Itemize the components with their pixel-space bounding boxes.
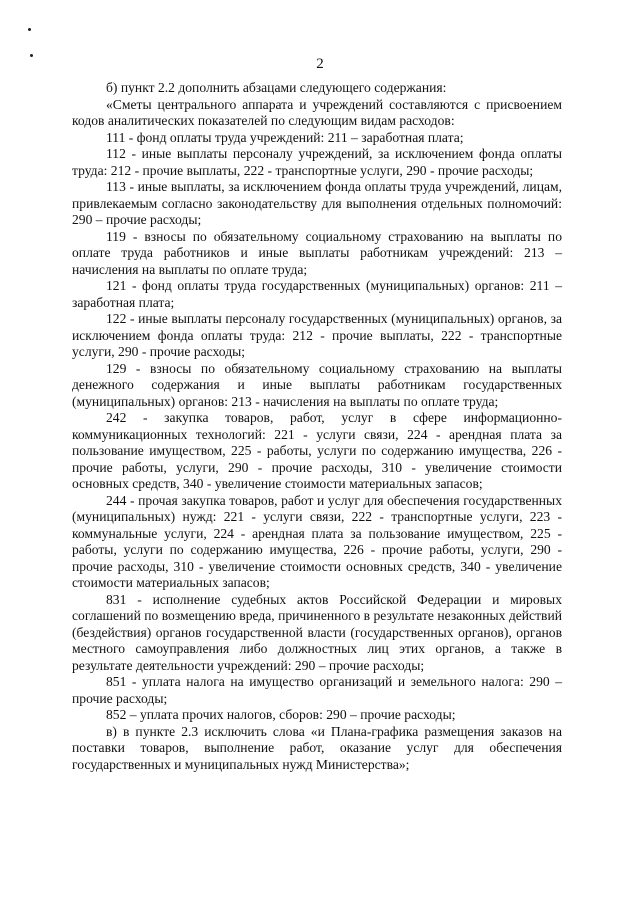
paragraph-119: 119 - взносы по обязательному социальному страхованию на выплаты по оплате труда работников и иные выплаты работникам учреждений: 213 – начисления на выплаты по оплате труда; (72, 228, 562, 277)
paragraph-item-v: в) в пункте 2.3 исключить слова «и Плана-графика размещения заказов на поставки товаров, выполнение работ, оказание услуг для обеспечения государственных и муниципальных нужд Министерства»; (72, 723, 562, 772)
paragraph-852: 852 – уплата прочих налогов, сборов: 290 – прочие расходы; (106, 707, 456, 722)
paragraph-intro: б) пункт 2.2 дополнить абзацами следующего содержания: (106, 80, 447, 95)
page-number: 2 (316, 56, 324, 72)
paragraph-129: 129 - взносы по обязательному социальному страхованию на выплаты денежного содержания и иные выплаты работникам государственных (муниципальных) органов: 213 - начисления на выплаты по оплате труда; (72, 360, 562, 409)
paragraph-831: 831 - исполнение судебных актов Российской Федерации и мировых соглашений по возмещению вреда, причиненного в результате незаконных действий (бездействия) органов государственной власти (государственных органов), органов местного самоуправления либо должностных лиц этих органов, а также в результате деятельности учреждений: 290 – прочие расходы; (72, 591, 562, 673)
paragraph-242: 242 - закупка товаров, работ, услуг в сфере информационно-коммуникационных технологий: 221 - услуги связи, 224 - арендная плата за пользование имуществом, 225 - работы, услуги по содержанию имущества, 226 - прочие работы, услуги, 290 - прочие расходы, 310 - увеличение стоимости основных средств, 340 - увеличение стоимости материальных запасов; (72, 410, 562, 491)
paragraph-122: 122 - иные выплаты персоналу государственных (муниципальных) органов, за исключением фонда оплаты труда: 212 - прочие выплаты, 222 - транспортные услуги, 290 - прочие расходы; (72, 311, 562, 359)
paragraph-113: 113 - иные выплаты, за исключением фонда оплаты труда учреждений, лицам, привлекаемым согласно законодательству для выполнения отдельных полномочий: 290 – прочие расходы; (72, 179, 562, 227)
paragraph-112: 112 - иные выплаты персоналу учреждений, за исключением фонда оплаты труда: 212 - прочие выплаты, 222 - транспортные услуги, 290 - прочие расходы; (72, 146, 562, 178)
paragraph-121: 121 - фонд оплаты труда государственных (муниципальных) органов: 211 – заработная плата; (72, 278, 562, 310)
scan-speck (28, 28, 31, 31)
paragraph-111: 111 - фонд оплаты труда учреждений: 211 – заработная плата; (106, 129, 464, 145)
paragraph-244: 244 - прочая закупка товаров, работ и услуг для обеспечения государственных (муниципальных) нужд: 221 - услуги связи, 222 - транспортные услуги, 223 - коммунальные услуги, 224 - арендная плата за пользование имуществом, 225 - работы, услуги по содержанию имущества, 226 - прочие работы, услуги, 290 - прочие расходы, 310 - увеличение стоимости основных средств, 340 - увеличение стоимости материальных запасов; (72, 492, 562, 590)
paragraph-estimates: «Сметы центрального аппарата и учреждений составляются с присвоением кодов аналитических показателей по следующим видам расходов: (72, 96, 562, 128)
paragraph-851: 851 - уплата налога на имущество организаций и земельного налога: 290 – прочие расходы; (72, 674, 562, 706)
document-body (72, 80, 562, 773)
